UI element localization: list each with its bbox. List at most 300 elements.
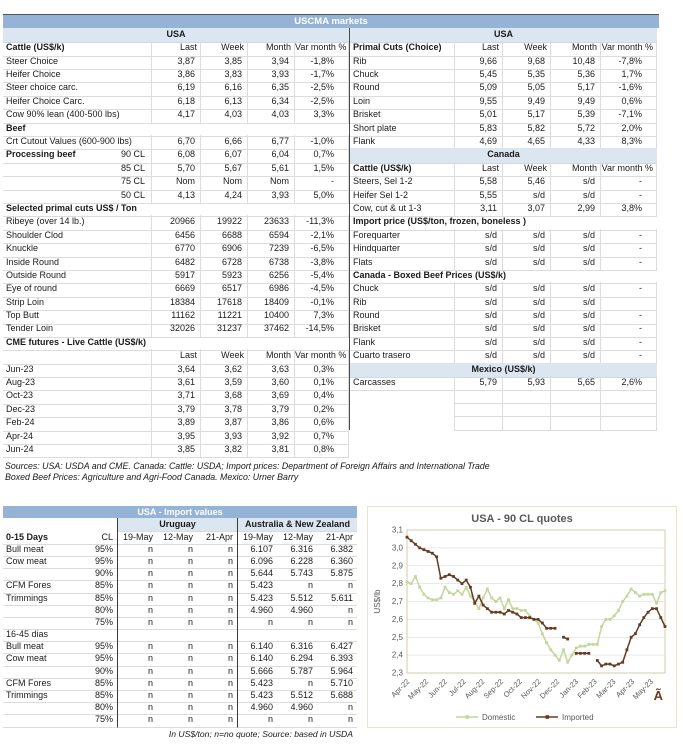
- cell-value: 23633: [247, 215, 294, 230]
- cell-value: -1,8%: [294, 55, 349, 70]
- svg-text:2,8: 2,8: [391, 579, 403, 589]
- table-row: [350, 42, 658, 55]
- cell-value: 75%: [85, 713, 117, 727]
- table-row: [3, 243, 349, 256]
- group-uruguay: Uruguay: [117, 518, 237, 532]
- cell-value: 5.644: [237, 567, 277, 581]
- cell-value: n: [197, 640, 237, 654]
- row-label: Knuckle: [3, 242, 151, 257]
- row-label: Crt Cutout Values (600-900 lbs): [3, 135, 151, 150]
- cell-value: 3,68: [200, 389, 247, 404]
- cell-value: [600, 403, 657, 417]
- cell-value: n: [117, 665, 157, 679]
- cell-value: 5923: [200, 269, 247, 284]
- table-row: [3, 229, 349, 242]
- cell-value: Var month %: [294, 349, 349, 364]
- uscma-markets-title-band: USCMA markets: [3, 14, 659, 28]
- cell-value: 6.228: [277, 555, 317, 569]
- row-label: [3, 713, 85, 727]
- row-label: Feb-24: [3, 416, 151, 431]
- cell-value: Week: [502, 41, 550, 56]
- cell-value: 95%: [85, 543, 117, 557]
- table-row: [350, 162, 658, 175]
- cell-value: s/d: [550, 336, 600, 351]
- cell-value: n: [117, 592, 157, 606]
- cell-value: 5,61: [247, 162, 294, 177]
- chart-title: USA - 90 CL quotes: [471, 512, 573, 525]
- cell-value: s/d: [550, 282, 600, 297]
- row-label: Rib: [350, 55, 454, 70]
- cell-value: -6,5%: [294, 242, 349, 257]
- cell-value: n: [157, 579, 197, 593]
- cell-value: s/d: [502, 282, 550, 297]
- cell-value: -0,1%: [294, 296, 349, 311]
- row-label: Bull meat: [3, 640, 85, 654]
- import-values-title-band: USA - Import values: [3, 506, 357, 519]
- svg-text:Imported: Imported: [562, 712, 594, 722]
- cell-value: -: [600, 175, 657, 190]
- row-label: [350, 417, 454, 430]
- cell-value: 7,3%: [294, 309, 349, 324]
- cell-value: Month: [550, 41, 600, 56]
- cell-value: 10400: [247, 309, 294, 324]
- table-row: [3, 122, 349, 135]
- cell-value: Week: [200, 349, 247, 364]
- table-row: [3, 665, 357, 677]
- row-label: Cow, cut & ut 1-3: [350, 202, 454, 217]
- table-row: [3, 28, 349, 41]
- cell-value: 6,70: [151, 135, 200, 150]
- cell-value: n: [317, 701, 357, 715]
- cell-value: 3,79: [151, 403, 200, 418]
- svg-text:Dec-22: Dec-22: [537, 676, 562, 701]
- cell-value: 32026: [151, 322, 200, 337]
- cell-value: 3,79: [247, 403, 294, 418]
- cell-value: 5.423: [237, 579, 277, 593]
- svg-text:2,9: 2,9: [391, 561, 403, 571]
- cell-value: 0,3%: [294, 363, 349, 378]
- cell-value: 5.512: [277, 592, 317, 606]
- cell-value: s/d: [550, 189, 600, 204]
- svg-text:Jul-22: Jul-22: [446, 676, 468, 698]
- cell-value: n: [117, 543, 157, 557]
- cell-value: n: [317, 604, 357, 618]
- cell-value: n: [237, 713, 277, 727]
- cell-value: 6594: [247, 229, 294, 244]
- table-row: [3, 568, 357, 580]
- table-row: [3, 417, 349, 430]
- cell-value: n: [197, 543, 237, 557]
- cell-value: 0,4%: [294, 389, 349, 404]
- cell-value: 4.960: [277, 701, 317, 715]
- cell-value: [454, 416, 502, 430]
- cell-value: 5,83: [454, 122, 502, 137]
- cell-value: 3,71: [151, 389, 200, 404]
- cell-value: s/d: [454, 256, 502, 271]
- cell-value: s/d: [454, 242, 502, 257]
- table-row: [350, 149, 658, 162]
- row-label: Jun-24: [3, 443, 151, 458]
- cell-value: 3,64: [151, 363, 200, 378]
- cell-value: 2,0%: [600, 122, 657, 137]
- row-label: Heifer Sel 1-2: [350, 189, 454, 204]
- table-row: [3, 216, 349, 229]
- cell-value: 8,3%: [600, 135, 657, 150]
- cell-value: s/d: [454, 309, 502, 324]
- cell-value: 9,66: [454, 55, 502, 70]
- row-label: Cow meat: [3, 555, 85, 569]
- cell-value: Last: [454, 41, 502, 56]
- cell-value: 3,78: [200, 403, 247, 418]
- table-row: [3, 269, 349, 282]
- row-label: Flank: [350, 135, 454, 150]
- cell-value: 5.611: [317, 592, 357, 606]
- cell-value: -: [600, 282, 657, 297]
- cell-value: 5.423: [237, 677, 277, 691]
- row-label: Steers, Sel 1-2: [350, 175, 454, 190]
- svg-text:Jan-23: Jan-23: [557, 676, 581, 700]
- table-row: [3, 310, 349, 323]
- sources-line1: Sources: USA: USDA and CME. Canada: Cattle: USDA; Import prices: Department of Foreign Affairs and International Trade: [5, 460, 490, 471]
- cell-value: 6986: [247, 282, 294, 297]
- cell-value: 6.316: [277, 543, 317, 557]
- table-row: [3, 162, 349, 175]
- cell-value: s/d: [550, 309, 600, 324]
- cell-value: 6728: [200, 256, 247, 271]
- cell-value: 21-Apr: [197, 531, 237, 545]
- row-label: Rib: [350, 296, 454, 311]
- cell-value: 0,8%: [294, 443, 349, 458]
- cell-value: n: [117, 640, 157, 654]
- cell-value: 80%: [85, 701, 117, 715]
- cell-value: n: [197, 567, 237, 581]
- table-row: [3, 149, 349, 162]
- table-row: [3, 136, 349, 149]
- cell-value: Nom: [200, 175, 247, 190]
- svg-text:Domestic: Domestic: [482, 712, 516, 722]
- cell-value: 1,5%: [294, 162, 349, 177]
- cell-value: 6,13: [200, 95, 247, 110]
- cell-value: 85%: [85, 592, 117, 606]
- cell-value: -1,6%: [600, 81, 657, 96]
- cell-value: 3,81: [247, 443, 294, 458]
- svg-text:Jun-22: Jun-22: [426, 676, 449, 700]
- svg-text:2,7: 2,7: [391, 596, 403, 606]
- cell-value: 5,0%: [294, 189, 349, 204]
- row-label: Trimmings: [3, 592, 85, 606]
- cell-value: 5,05: [502, 81, 550, 96]
- table-row: [3, 390, 349, 403]
- cell-value: 90%: [85, 567, 117, 581]
- row-label: Flank: [350, 336, 454, 351]
- cell-value: 7239: [247, 242, 294, 257]
- cell-value: s/d: [550, 322, 600, 337]
- cell-value: 4,33: [550, 135, 600, 150]
- cell-value: 6.393: [317, 652, 357, 666]
- row-label: Cuarto trasero: [350, 349, 454, 364]
- cell-value: s/d: [454, 349, 502, 364]
- cell-value: s/d: [454, 322, 502, 337]
- table-row: [350, 296, 658, 309]
- cell-value: 5,45: [454, 68, 502, 83]
- table-row: [3, 350, 349, 363]
- cell-value: 4.960: [237, 701, 277, 715]
- row-label: Short plate: [350, 122, 454, 137]
- cell-value: -2,5%: [294, 95, 349, 110]
- row-label: Cattle (US$/k): [350, 162, 454, 177]
- cell-value: -5,4%: [294, 269, 349, 284]
- cell-value: n: [317, 616, 357, 630]
- row-label: Strip Loin: [3, 296, 151, 311]
- cell-value: 3,92: [247, 430, 294, 445]
- cell-value: s/d: [502, 242, 550, 257]
- cell-value: 3,69: [247, 389, 294, 404]
- region-band: USA: [3, 28, 349, 43]
- section-label: Selected primal cuts US$ / Ton: [3, 202, 349, 217]
- cell-value: 3,62: [200, 363, 247, 378]
- svg-text:3,1: 3,1: [391, 525, 403, 535]
- table-row: [350, 95, 658, 108]
- cell-value: Nom: [151, 175, 200, 190]
- cell-value: 5,35: [502, 68, 550, 83]
- section-label: Canada - Boxed Beef Prices (US$/k): [350, 269, 657, 284]
- cell-value: Month: [550, 162, 600, 177]
- cell-value: 6.316: [277, 640, 317, 654]
- cell-value: [600, 389, 657, 403]
- cell-value: n: [197, 713, 237, 727]
- cell-value: 0,6%: [600, 95, 657, 110]
- cell-value: n: [197, 592, 237, 606]
- region-band: Canada: [350, 148, 657, 163]
- row-label: Dec-23: [3, 403, 151, 418]
- cell-value: n: [117, 567, 157, 581]
- cell-value: Last: [151, 41, 200, 56]
- cell-value: -7,8%: [600, 55, 657, 70]
- cell-value: 5.964: [317, 665, 357, 679]
- import-values-table: [3, 506, 357, 739]
- cell-value: n: [157, 604, 197, 618]
- table-row: [3, 714, 357, 726]
- cell-value: n: [117, 713, 157, 727]
- cell-value: 3,94: [247, 55, 294, 70]
- cell-value: 5,39: [550, 108, 600, 123]
- cell-value: 3,61: [151, 376, 200, 391]
- table-row: [3, 189, 349, 202]
- cell-value: 5.423: [237, 592, 277, 606]
- cell-value: 3,85: [151, 443, 200, 458]
- cell-value: 85%: [85, 689, 117, 703]
- row-label: Heifer Choice: [3, 68, 151, 83]
- cell-value: n: [117, 652, 157, 666]
- sources-line2: Boxed Beef Prices: Agriculture and Agri-Food Canada. Mexico: Urner Barry: [5, 472, 299, 483]
- cell-value: 4,03: [200, 108, 247, 123]
- table-row: [3, 363, 349, 376]
- row-label: Top Butt: [3, 309, 151, 324]
- cell-value: s/d: [502, 336, 550, 351]
- table-row: [350, 28, 658, 41]
- table-row: [350, 69, 658, 82]
- cell-value: 75%: [85, 616, 117, 630]
- table-row: [3, 616, 357, 628]
- group-australia-nz: Australia & New Zealand: [237, 518, 357, 532]
- cell-value: [550, 403, 600, 417]
- table-row: [3, 690, 357, 702]
- cell-value: n: [237, 616, 277, 630]
- table-row: [3, 283, 349, 296]
- cell-value: 5,82: [502, 122, 550, 137]
- row-label: Round: [350, 309, 454, 324]
- cell-value: 3,95: [151, 430, 200, 445]
- row-label: Steer Choice: [3, 55, 151, 70]
- table-row: [350, 202, 658, 215]
- row-label: [350, 403, 454, 416]
- table-row: [3, 531, 357, 543]
- cell-value: 12-May: [277, 531, 317, 545]
- cell-value: [502, 416, 550, 430]
- 90cl-quotes-chart-panel: [367, 506, 677, 728]
- table-row: [3, 629, 357, 641]
- row-label: Chuck: [350, 68, 454, 83]
- cell-value: s/d: [502, 256, 550, 271]
- table-row: [350, 363, 658, 376]
- cell-value: [454, 389, 502, 403]
- cell-value: 3,85: [200, 55, 247, 70]
- cell-value: Last: [151, 349, 200, 364]
- cell-value: 11221: [200, 309, 247, 324]
- cell-value: 6456: [151, 229, 200, 244]
- cell-value: 6482: [151, 256, 200, 271]
- cell-value: n: [117, 555, 157, 569]
- table-row: [3, 580, 357, 592]
- cell-value: n: [117, 689, 157, 703]
- cell-value: 4,17: [151, 108, 200, 123]
- cell-value: 37462: [247, 322, 294, 337]
- cell-value: 6770: [151, 242, 200, 257]
- cell-value: 3,86: [247, 416, 294, 431]
- cell-value: [502, 389, 550, 403]
- cell-value: n: [157, 567, 197, 581]
- cell-value: 21-Apr: [317, 531, 357, 545]
- cell-value: Week: [502, 162, 550, 177]
- cell-value: n: [317, 713, 357, 727]
- row-label: Cow 90% lean (400-500 lbs): [3, 108, 151, 123]
- row-label: 0-15 Days: [3, 531, 85, 545]
- row-label: Carcasses: [350, 376, 454, 391]
- table-row: [350, 176, 658, 189]
- cell-value: s/d: [502, 229, 550, 244]
- row-label: Chuck: [350, 282, 454, 297]
- cell-value: 5.666: [237, 665, 277, 679]
- table-row: [3, 430, 349, 443]
- cell-value: -11,3%: [294, 215, 349, 230]
- import-group-header: [3, 518, 357, 531]
- cell-value: 9,55: [454, 95, 502, 110]
- cell-value: Month: [247, 349, 294, 364]
- cell-value: 0,7%: [294, 148, 349, 163]
- cell-value: 1,7%: [600, 68, 657, 83]
- cell-value: 4,03: [247, 108, 294, 123]
- cell-value: n: [197, 579, 237, 593]
- row-label: Forequarter: [350, 229, 454, 244]
- cell-value: 6256: [247, 269, 294, 284]
- section-label: Beef: [3, 122, 349, 137]
- cell-value: 3,8%: [600, 202, 657, 217]
- cell-value: s/d: [454, 229, 502, 244]
- cell-value: 3,3%: [294, 108, 349, 123]
- row-label: CFM Fores: [3, 677, 85, 691]
- table-row: [3, 653, 357, 665]
- table-row: [350, 390, 658, 403]
- row-label: Ribeye (over 14 lb.): [3, 215, 151, 230]
- cell-value: n: [117, 701, 157, 715]
- cell-value: 9,49: [502, 95, 550, 110]
- region-band: USA: [350, 28, 657, 43]
- cell-value: [550, 416, 600, 430]
- cell-value: 5.688: [317, 689, 357, 703]
- stray-character: Ã: [653, 687, 663, 703]
- table-row: [350, 310, 658, 323]
- cell-value: Month: [247, 41, 294, 56]
- table-row: [3, 403, 349, 416]
- cell-value: 0,7%: [294, 430, 349, 445]
- cell-value: Week: [200, 41, 247, 56]
- cell-value: 0,6%: [294, 416, 349, 431]
- cell-value: s/d: [502, 189, 550, 204]
- cell-value: 6.107: [237, 543, 277, 557]
- cell-value: CL: [85, 531, 117, 545]
- cell-value: -: [600, 349, 657, 364]
- cell-value: -4,5%: [294, 282, 349, 297]
- row-label: 50 CL: [3, 189, 151, 204]
- table-row: [350, 269, 658, 282]
- cell-value: Last: [454, 162, 502, 177]
- table-row: [350, 417, 658, 430]
- cell-value: 6,34: [247, 95, 294, 110]
- cell-value: Var month %: [600, 162, 657, 177]
- cell-value: 19-May: [237, 531, 277, 545]
- svg-text:Mar-23: Mar-23: [594, 676, 618, 701]
- cell-value: 95%: [85, 555, 117, 569]
- svg-text:Oct-22: Oct-22: [501, 676, 524, 700]
- cell-value: 6688: [200, 229, 247, 244]
- cell-value: s/d: [550, 349, 600, 364]
- cell-value: 5.743: [277, 567, 317, 581]
- row-label: [350, 390, 454, 403]
- cell-value: -: [600, 229, 657, 244]
- cell-value: 0,1%: [294, 376, 349, 391]
- table-row: [3, 176, 349, 189]
- row-label: Round: [350, 81, 454, 96]
- table-row: [350, 216, 658, 229]
- table-row: [350, 283, 658, 296]
- cell-value: 3,93: [200, 430, 247, 445]
- cell-value: 5,70: [151, 162, 200, 177]
- section-label: Import price (US$/ton, frozen, boneless ): [350, 215, 657, 230]
- table-row: [350, 136, 658, 149]
- cell-value: Nom: [247, 175, 294, 190]
- cell-value: 6517: [200, 282, 247, 297]
- usa-cattle-table: [3, 28, 349, 457]
- table-row: [350, 336, 658, 349]
- cell-value: n: [157, 555, 197, 569]
- row-label: Processing beef 90 CL: [3, 148, 151, 163]
- cell-value: 5,79: [454, 376, 502, 391]
- row-label: Aug-23: [3, 376, 151, 391]
- cell-value: n: [117, 604, 157, 618]
- cell-value: 19922: [200, 215, 247, 230]
- cell-value: [454, 403, 502, 417]
- table-row: [350, 82, 658, 95]
